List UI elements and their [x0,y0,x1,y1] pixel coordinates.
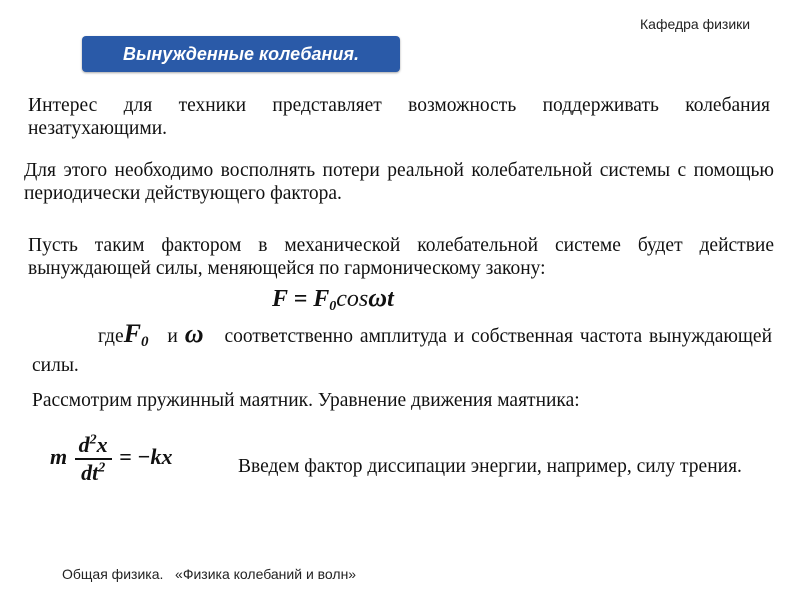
department-label: Кафедра физики [640,16,751,32]
equation-numerator: $d^2x$ [75,432,112,460]
equation-mass: m [50,444,68,470]
equation-rhs: = −kx [119,444,173,470]
formula-t: t [387,286,394,312]
paragraph-pendulum: Рассмотрим пружинный маятник. Уравнение движения маятника: [32,390,580,411]
slide-title-box [82,36,400,72]
where-text: соответственно амплитуда и собственная частота вынуждающей силы. [32,326,773,376]
formula-omega: ω [368,283,388,312]
slide-title: Вынужденные колебания. [123,43,359,64]
equation-fraction [75,432,112,486]
amplitude-symbol: $F_0$ [123,319,149,350]
formula-amplitude-sub: 0 [329,299,337,314]
formula-cos: cos [336,286,369,312]
equation-motion [50,432,173,486]
formula-equals: = [293,286,308,312]
paragraph-dissipation: Введем фактор диссипации энергии, например, силу трения. [238,456,742,477]
omega-symbol: ω [184,319,204,348]
formula-lhs: F [272,286,288,312]
paragraph-interest: Интерес для техники представляет возможность поддерживать колебания незатухающими. [28,95,770,139]
paragraph-losses: Для этого необходимо восполнять потери реальной колебательной системы с помощью периодически действующего фактора. [24,160,774,204]
paragraph-where [32,319,773,377]
paragraph-force: Пусть таким фактором в механической колебательной системе будет действие вынуждающей силы, меняющейся по гармоническому закону: [28,235,774,279]
equation-denominator: $dt^2$ [81,460,106,485]
formula-force [272,283,394,315]
formula-amplitude: F [313,286,330,312]
and-word: и [167,326,178,347]
footer-text: Общая физика. «Физика колебаний и волн» [62,566,357,582]
where-word: где [98,326,124,347]
